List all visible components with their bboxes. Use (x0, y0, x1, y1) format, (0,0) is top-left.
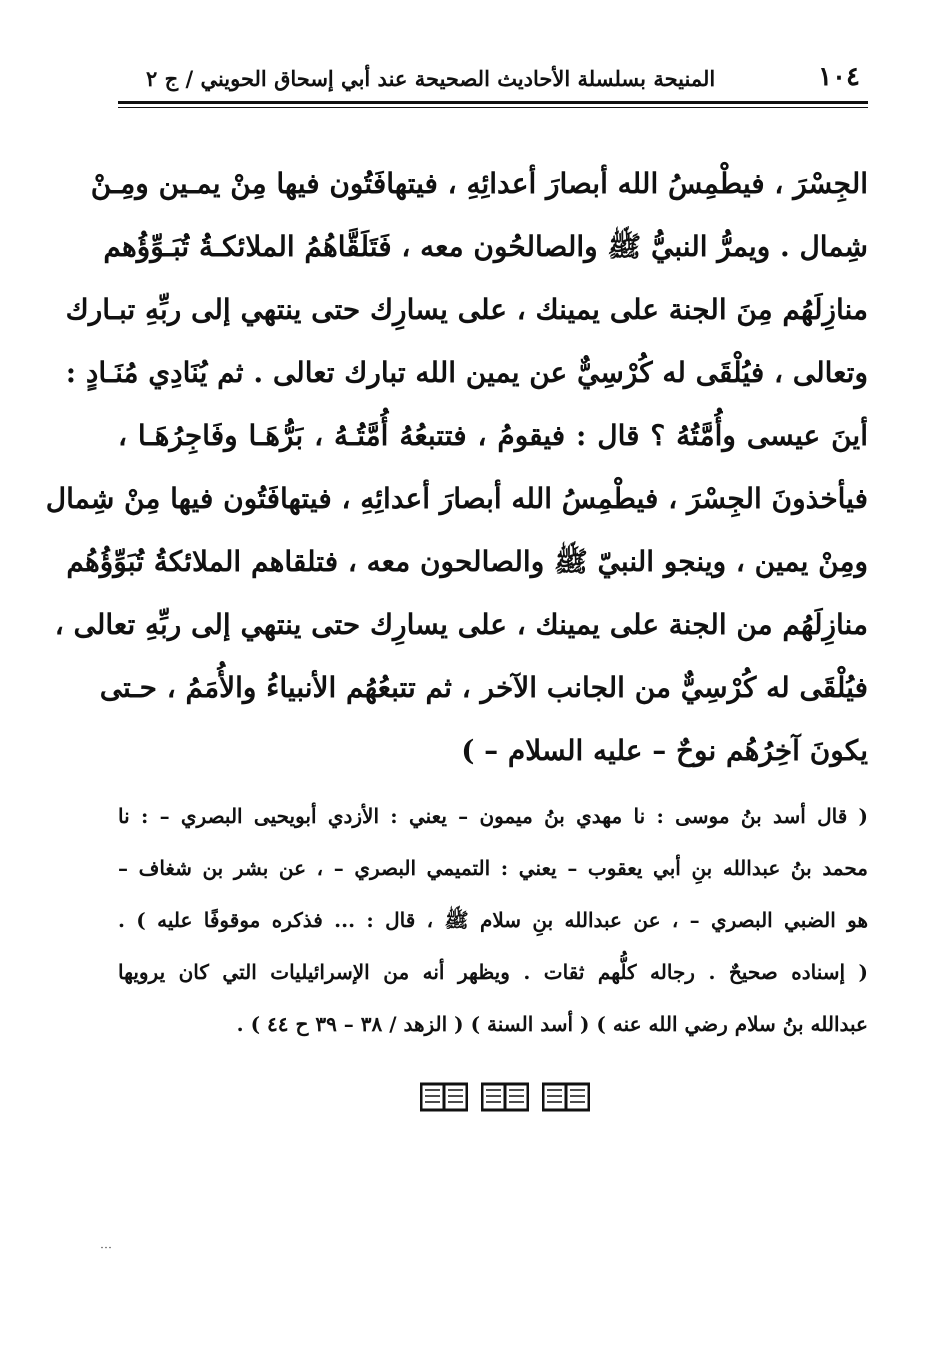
footnote (118, 790, 868, 1050)
section-ornament (420, 1082, 590, 1116)
open-book-icon (481, 1082, 529, 1112)
text-line: شِمال . ويمرُّ النبيُّ ﷺ والصالحُون معه ، فَتَلَقَّاهُمُ الملائكـةُ تُبَـوِّؤُهم (103, 230, 868, 263)
running-title: المنيحة بسلسلة الأحاديث الصحيحة عند أبي إسحاق الحويني / ج ٢ (146, 66, 716, 91)
text-line: فيأخذونَ الجِسْرَ ، فيطْمِسُ الله أبصارَ أعدائِهِ ، فيتهافَتُون فيها مِنْ شِمال (45, 482, 868, 515)
text-line: أينَ عيسى وأُمَّتُهُ ؟ قال : فيقومُ ، فتتبعُهُ أُمَّتُـهُ ، بَرُّهَـا وفَاجِرُهَـا ، (118, 419, 868, 452)
text-line: منازِلَهُم مِنَ الجنة على يمينك ، على يسارِك حتى ينتهي إلى ربِّهِ تبـارك (65, 293, 868, 326)
footnote-line: هو الضبي البصري – ، عن عبدالله بنِ سلام ﷺ ، قال : ... فذكره موقوفًا عليه ) . (118, 908, 868, 932)
footnote-line: ( إسناده صحيحٌ . رجاله كلُّهم ثقات . ويظهر أنه من الإسرائيليات التي كان يرويها (118, 960, 868, 984)
text-line: ومِنْ يمين ، وينجو النبيّ ﷺ والصالحون معه ، فتلقاهم الملائكةُ تُبَوِّؤُهُم (66, 545, 868, 578)
text-line: منازِلَهُم من الجنة على يمينك ، على يسارِك حتى ينتهي إلى ربِّهِ تعالى ، (54, 608, 868, 641)
text-line: فيُلْقَى له كُرْسِيٌّ من الجانب الآخر ، ثم تتبعُهُم الأنبياءُ والأُمَمُ ، حـتى (99, 671, 868, 704)
footnote-line: محمد بنُ عبدالله بنِ أبي يعقوب – يعني : التميمي البصري – ، عن بشر بن شغاف – (118, 856, 868, 880)
header-rule (118, 101, 868, 104)
open-book-icon (542, 1082, 590, 1112)
text-line: الجِسْرَ ، فيطْمِسُ الله أبصارَ أعدائِهِ ، فيتهافَتُون فيها مِنْ يمـين ومِـنْ (90, 167, 868, 200)
text-line: وتعالى ، فيُلْقَى له كُرْسِيٌّ عن يمين الله تبارك تعالى . ثم يُنَادِي مُنَـادٍ : (65, 356, 868, 389)
page-number: ١٠٤ (818, 62, 860, 92)
open-book-icon (420, 1082, 468, 1112)
page-header (118, 60, 868, 104)
footnote-line: عبدالله بنُ سلام رضي الله عنه ) ( أسد السنة ) ( الزهد / ٣٨ – ٣٩ ح ٤٤ ) . (236, 1012, 868, 1036)
text-line: يكونَ آخِرُهُم نوحٌ – عليه السلام – ) (461, 734, 868, 767)
footnote-line: ( قال أسد بنُ موسى : نا مهدي بنُ ميمون – يعني : الأزدي أبويحيى البصري – : نا (118, 804, 868, 828)
scan-speck (100, 1246, 112, 1249)
main-text (45, 152, 868, 782)
